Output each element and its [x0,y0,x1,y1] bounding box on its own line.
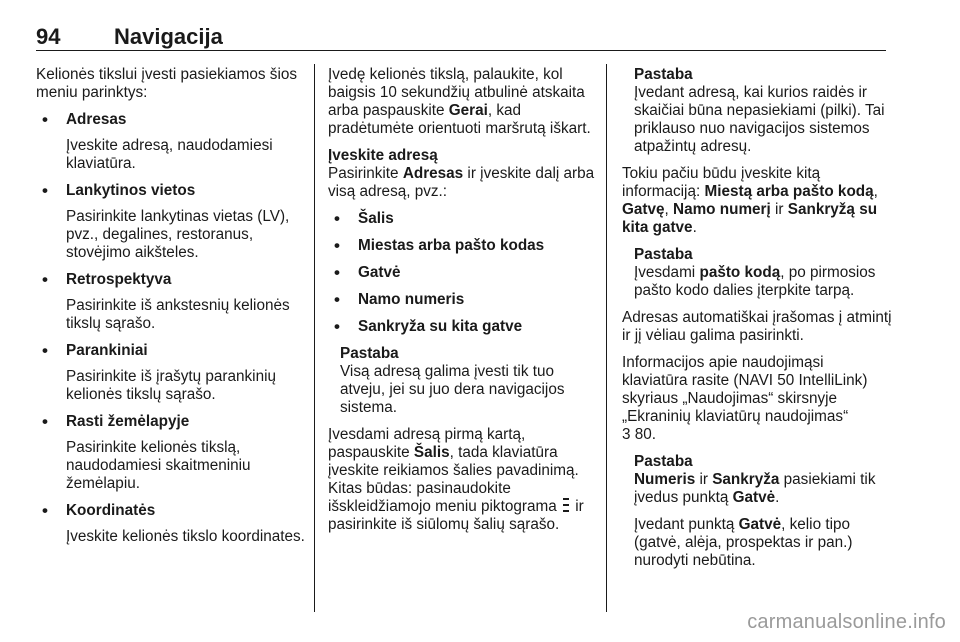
paragraph: Adresas automatiškai įrašomas į atmintį ir jį vėliau galima pasirinkti. [622,309,892,344]
text: , [873,183,878,200]
text: Įvesdami [634,264,700,281]
note-box [622,246,892,300]
column-divider-2 [606,64,607,612]
intro-text: Kelionės tikslui įvesti pasiekiamos šios meniu parinktys: [36,66,298,101]
note-text [634,471,892,507]
text: Įvedę kelionės tikslą, palaukite, kol baigsis 10 sekundžių atbulinė atskaita arba paspauskite [328,66,585,119]
list-item-desc: Pasirinkite kelionės tikslą, naudodamiesi skaitmeniniu žemėlapiu. [66,439,251,492]
note-text [634,264,892,300]
list-item-title: • Retrospektyva [66,271,172,288]
bold-text: Šalis [413,444,450,461]
section-heading: Įveskite adresą [328,147,438,164]
bold-text: Sankryža [712,471,780,488]
paragraph [622,354,892,444]
list-item [328,291,598,309]
list-item [36,342,308,404]
list-item-desc: Pasirinkite iš įrašytų parankinių kelionės tikslų sąrašo. [66,368,276,403]
list-item-title: Šalis [358,210,394,227]
note-box [622,66,892,156]
watermark: carmanualsonline.info [747,611,946,633]
paragraph [622,165,892,237]
list-item-desc: Pasirinkite iš ankstesnių kelionės tikslų sąrašo. [66,297,290,332]
note-text: Įvedant adresą, kai kurios raidės ir skaičiai būna nepasiekiami (pilki). Tai priklauso nuo navigacijos sistemos atpažintų adresų. [634,84,885,155]
list-item-title: • Rasti žemėlapyje [66,413,190,430]
bold-text: Gerai [448,102,488,119]
text: pasiekiami tik įvedus punktą [634,471,876,506]
text: , kelio tipo (gatvė, alėja, prospektas ir pan.) nurodyti nebūtina. [634,516,853,569]
page-header [36,24,886,52]
text: Informacijos apie naudojimąsi klaviatūra rasite (NAVI 50 IntelliLink) skyriaus „Naudojimas“ skirsnyje „Ekraninių klaviatūrų naudojimas“ [622,354,868,425]
text: . [775,489,780,506]
list-item-desc: Pasirinkite lankytinas vietas (LV), pvz., degalines, restoranus, stovėjimo aikšteles. [66,208,290,261]
list-item-desc: Įveskite kelionės tikslo koordinates. [66,528,305,545]
note-box [622,453,892,570]
header-divider [36,50,886,51]
bold-text: pašto kodą [699,264,781,281]
text: ir [770,201,788,218]
paragraph [328,165,598,201]
paragraph [328,426,598,534]
page-reference-link[interactable]: 3 80. [622,426,657,443]
list-item [328,264,598,282]
bold-text: Adresas [402,165,464,182]
list-item [36,271,308,333]
list-item-title: • Koordinatės [66,502,156,519]
text: , po pirmosios pašto kodo dalies įterpkite tarpą. [634,264,876,299]
bold-text: Sankryžą su kita gatve [622,201,878,236]
list-item-title: Miestas arba pašto kodas [358,237,545,254]
list-item [36,413,308,493]
chapter-title: Navigacija [114,24,223,49]
bold-text: Gatvė [732,489,776,506]
note-title: Pastaba [634,246,693,263]
note-text [634,516,892,570]
column-1 [36,66,308,555]
text: , kad pradėtumėte orientuoti maršrutą iškart. [328,102,591,137]
bold-text: Gatvę [622,201,665,218]
text: , tada klaviatūra įveskite reikiamos šalies pavadinimą. Kitas būdas: pasinaudokite išskleidžiamojo meniu piktograma [328,444,579,515]
text: ir įveskite dalį arba visą adresą, pvz.: [328,165,595,200]
list-item-title: Gatvė [358,264,401,281]
note-title: Pastaba [634,453,693,470]
text: Pasirinkite [328,165,403,182]
list-item-title: Namo numeris [358,291,465,308]
list-item [328,210,598,228]
note-box [328,345,598,417]
list-item-title: • Parankiniai [66,342,148,359]
text: Tokiu pačiu būdu įveskite kitą informaciją: [622,165,821,200]
bold-text: Gatvė [738,516,782,533]
text: ir pasirinkite iš siūlomų šalių sąrašo. [328,498,584,533]
note-title: Pastaba [634,66,693,83]
column-2 [328,66,598,543]
column-divider-1 [314,64,315,612]
list-item-title: Sankryža su kita gatve [358,318,523,335]
note-text: Visą adresą galima įvesti tik tuo atveju, jei su juo dera navigacijos sistema. [340,363,565,416]
text: Įvesdami adresą pirmą kartą, paspauskite [328,426,526,461]
list-item [36,502,308,546]
paragraph [328,66,598,138]
note-title: Pastaba [340,345,399,362]
dropdown-menu-icon [563,498,569,512]
list-item [328,318,598,336]
list-item-desc: Įveskite adresą, naudodamiesi klaviatūra. [66,137,273,172]
page-number: 94 [36,24,61,49]
list-item [36,182,308,262]
bold-text: Miestą arba pašto kodą [704,183,874,200]
text: Įvedant punktą [634,516,739,533]
list-item [36,111,308,173]
text: . [692,219,697,236]
text: ir [695,471,713,488]
text: , [664,201,674,218]
bold-text: Numeris [634,471,696,488]
list-item-title: • Lankytinos vietos [66,182,196,199]
list-item-title: • Adresas [66,111,127,128]
column-3 [622,66,892,579]
bold-text: Namo numerį [673,201,771,218]
list-item [328,237,598,255]
